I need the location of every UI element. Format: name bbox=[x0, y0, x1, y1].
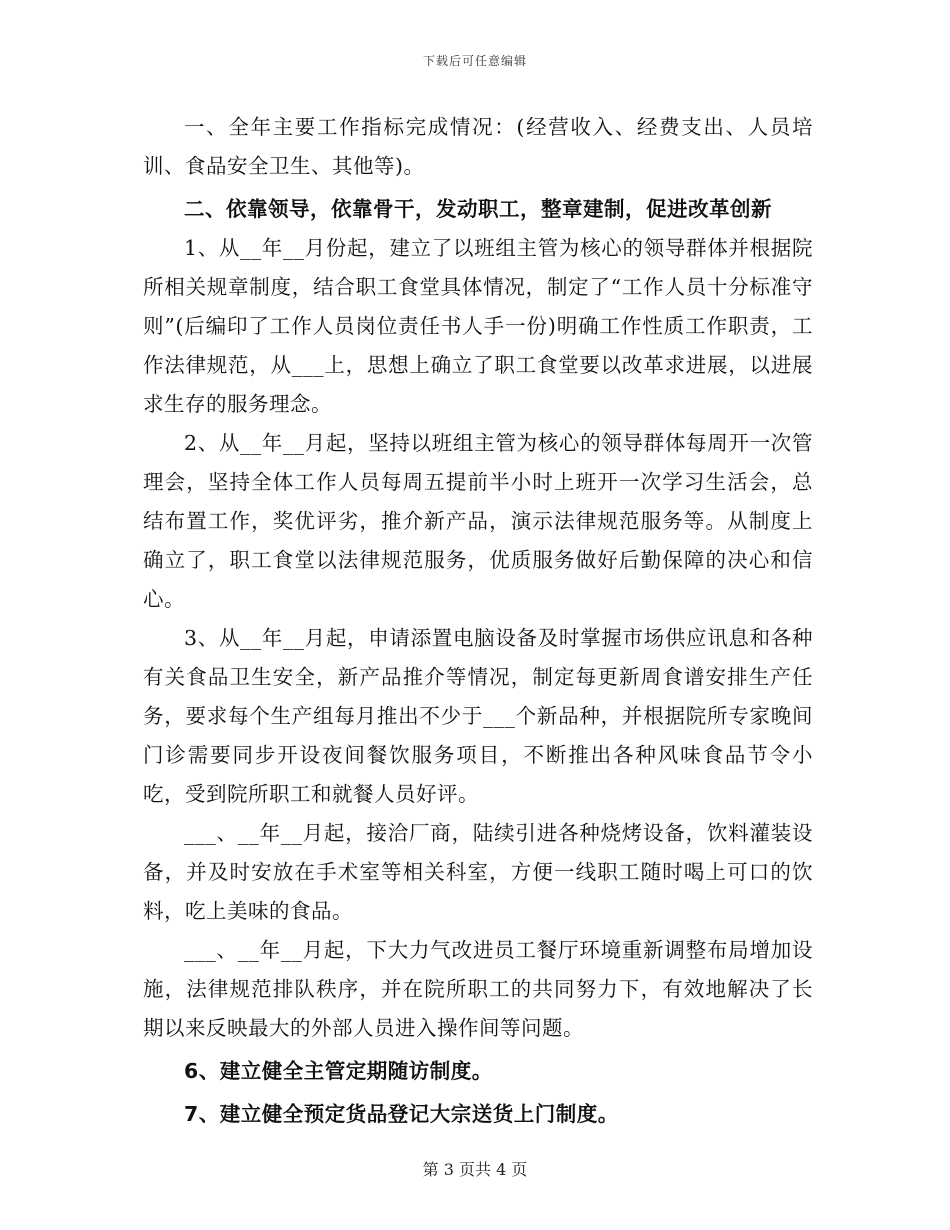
document-body bbox=[143, 108, 813, 1134]
paragraph-item-4: ___、__年__月起，接洽厂商，陆续引进各种烧烤设备，饮料灌装设备，并及时安放在手术室等相关科室，方便一线职工随时喝上可口的饮料，吃上美味的食品。 bbox=[143, 821, 813, 923]
page-header-note: 下载后可任意编辑 bbox=[422, 54, 527, 68]
heading-item-7: 7、建立健全预定货品登记大宗送货上门制度。 bbox=[184, 1102, 619, 1126]
paragraph-item-2: 2、从__年__月起，坚持以班组主管为核心的领导群体每周开一次管理会，坚持全体工作人员每周五提前半小时上班开一次学习生活会，总结布置工作，奖优评劣，推介新产品，演示法律规范服务等。从制度上确立了，职工食堂以法律规范服务，优质服务做好后勤保障的决心和信心。 bbox=[143, 431, 813, 611]
heading-item-6: 6、建立健全主管定期随访制度。 bbox=[184, 1059, 493, 1083]
page-number-footer: 第 3 页共 4 页 bbox=[422, 1160, 528, 1179]
paragraph-item-3: 3、从__年__月起，申请添置电脑设备及时掌握市场供应讯息和各种有关食品卫生安全，新产品推介等情况，制定每更新周食谱安排生产任务，要求每个生产组每月推出不少于___个新品种，并根据院所专家晚间门诊需要同步开设夜间餐饮服务项目，不断推出各种风味食品节令小吃，受到院所职工和就餐人员好评。 bbox=[143, 626, 813, 806]
paragraph-item-5: ___、__年__月起，下大力气改进员工餐厅环境重新调整布局增加设施，法律规范排队秩序，并在院所职工的共同努力下，有效地解决了长期以来反映最大的外部人员进入操作间等问题。 bbox=[143, 938, 813, 1040]
paragraph-item-1: 1、从__年__月份起，建立了以班组主管为核心的领导群体并根据院所相关规章制度，结合职工食堂具体情况，制定了“工作人员十分标准守则”(后编印了工作人员岗位责任书人手一份)明确工作性质工作职责，工作法律规范，从___上，思想上确立了职工食堂要以改革求进展，以进展求生存的服务理念。 bbox=[143, 236, 813, 416]
section-heading-reform: 二、依靠领导，依靠骨干，发动职工，整章建制，促进改革创新 bbox=[184, 197, 772, 221]
paragraph-summary: 一、全年主要工作指标完成情况：(经营收入、经费支出、人员培训、食品安全卫生、其他等)。 bbox=[143, 115, 813, 178]
